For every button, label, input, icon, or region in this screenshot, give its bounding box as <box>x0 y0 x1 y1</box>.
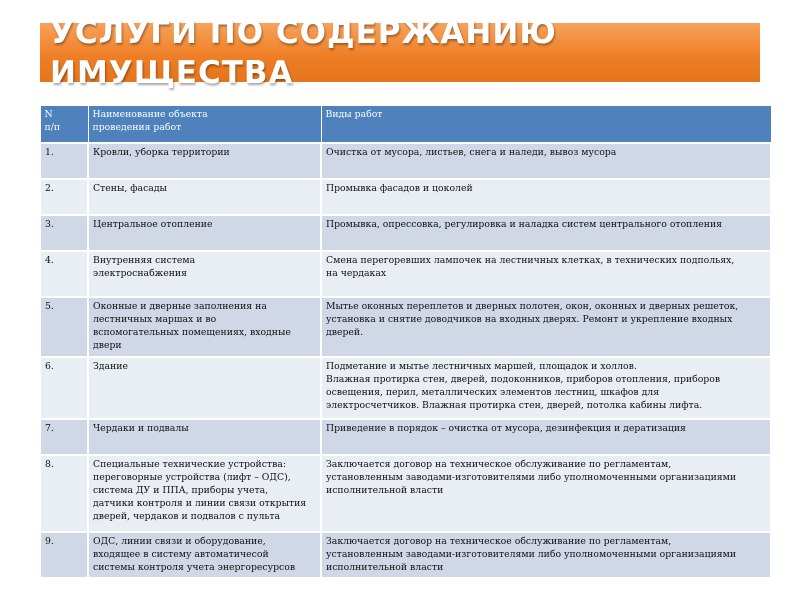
cell-works: Очистка от мусора, листьев, снега и наледи, вывоз мусора <box>321 143 771 179</box>
cell-object: Кровли, уборка территории <box>88 143 321 179</box>
table-row <box>40 143 771 179</box>
cell-num: 1. <box>40 143 88 179</box>
slide-title: УСЛУГИ ПО СОДЕРЖАНИЮ ИМУЩЕСТВА <box>50 15 557 91</box>
cell-works: Промывка, опрессовка, регулировка и наладка систем центрального отопления <box>321 215 771 251</box>
cell-works: Заключается договор на техническое обслуживание по регламентам, установленным заводами-изготовителями либо уполномоченными организациями исполнительной власти <box>321 455 771 532</box>
cell-works: Смена перегоревших лампочек на лестничных клетках, в технических подпольях, на чердаках <box>321 251 771 297</box>
cell-object: Оконные и дверные заполнения на лестничных маршах и во вспомогательных помещениях, входные двери <box>88 297 321 357</box>
table-row <box>40 357 771 419</box>
cell-object: Специальные технические устройства: переговорные устройства (лифт – ОДС), система ДУ и ППА, приборы учета, датчики контроля и линии связи открытия дверей, чердаков и подвалов с пульта <box>88 455 321 532</box>
table-header-row <box>40 106 771 144</box>
cell-works: Приведение в порядок – очистка от мусора, дезинфекция и дератизация <box>321 419 771 455</box>
cell-num: 7. <box>40 419 88 455</box>
table-row <box>40 251 771 297</box>
cell-works: Подметание и мытье лестничных маршей, площадок и холлов. Влажная протирка стен, дверей, подоконников, приборов отопления, приборов освещения, перил, металлических элементов лестниц, шкафов для электросчетчиков. Влажная протирка стен, дверей, потолка кабины лифта. <box>321 357 771 419</box>
cell-works: Мытье оконных переплетов и дверных полотен, окон, оконных и дверных решеток, установка и снятие доводчиков на входных дверях. Ремонт и укрепление входных дверей. <box>321 297 771 357</box>
cell-num: 2. <box>40 179 88 215</box>
cell-num: 4. <box>40 251 88 297</box>
cell-object: Чердаки и подвалы <box>88 419 321 455</box>
services-table <box>39 105 772 579</box>
cell-works: Заключается договор на техническое обслуживание по регламентам, установленным заводами-изготовителями либо уполномоченными организациями исполнительной власти <box>321 532 771 578</box>
cell-object: Внутренняя система электроснабжения <box>88 251 321 297</box>
table-row <box>40 215 771 251</box>
table-row <box>40 455 771 532</box>
header-object: Наименование объекта проведения работ <box>88 106 321 144</box>
table-row <box>40 532 771 578</box>
table-row <box>40 419 771 455</box>
table-row <box>40 297 771 357</box>
cell-num: 8. <box>40 455 88 532</box>
cell-num: 6. <box>40 357 88 419</box>
cell-object: ОДС, линии связи и оборудование, входящее в систему автоматичесой системы контроля учета энергоресурсов <box>88 532 321 578</box>
cell-object: Здание <box>88 357 321 419</box>
table-row <box>40 179 771 215</box>
header-works: Виды работ <box>321 106 771 144</box>
cell-object: Стены, фасады <box>88 179 321 215</box>
cell-object: Центральное отопление <box>88 215 321 251</box>
header-num: N п/п <box>40 106 88 144</box>
cell-num: 5. <box>40 297 88 357</box>
cell-num: 3. <box>40 215 88 251</box>
cell-works: Промывка фасадов и цоколей <box>321 179 771 215</box>
cell-num: 9. <box>40 532 88 578</box>
